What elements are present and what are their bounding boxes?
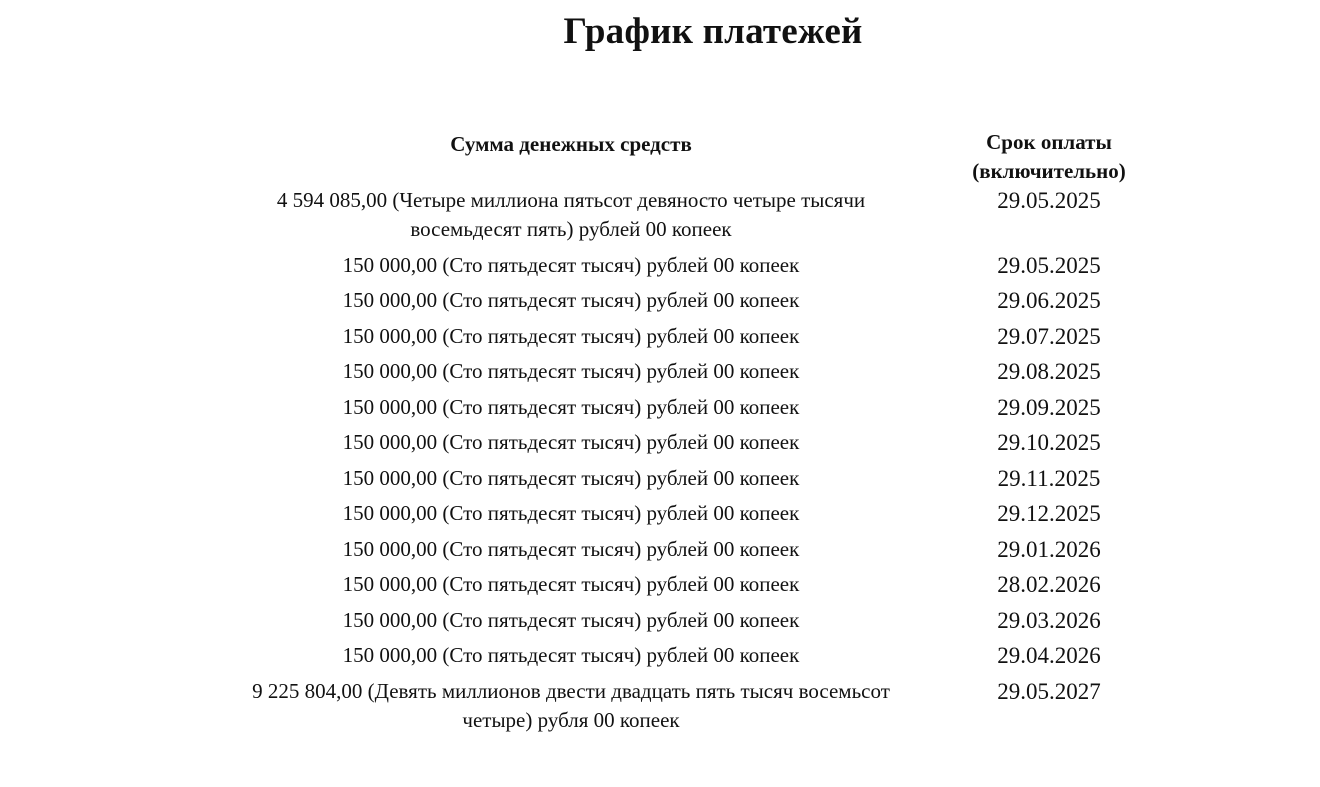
payment-amount: [180, 464, 962, 493]
payment-amount-line1: 150 000,00 (Сто пятьдесят тысяч) рублей 00 копеек: [342, 501, 800, 525]
header-due-date-line1: Срок оплаты: [986, 130, 1112, 154]
table-row: [180, 535, 1180, 564]
payment-amount-line1: 4 594 085,00 (Четыре миллиона пятьсот девяносто четыре тысячи: [276, 188, 866, 212]
payment-amount: [180, 570, 962, 599]
payment-amount: [180, 357, 962, 386]
payment-schedule-table: [180, 128, 1180, 741]
payment-amount-line1: 150 000,00 (Сто пятьдесят тысяч) рублей 00 копеек: [342, 536, 800, 561]
payment-due-date: 28.02.2026: [997, 572, 1101, 597]
payment-amount-line1: 150 000,00 (Сто пятьдесят тысяч) рублей 00 копеек: [342, 643, 800, 667]
payment-amount: [180, 186, 962, 244]
table-row: [180, 464, 1180, 493]
payment-amount: [180, 677, 962, 735]
payment-amount-line1: 150 000,00 (Сто пятьдесят тысяч) рублей 00 копеек: [342, 607, 800, 632]
table-row: [180, 428, 1180, 457]
table-header-row: [180, 128, 1180, 186]
payment-due-date: 29.03.2026: [997, 607, 1101, 633]
table-row: [180, 251, 1180, 280]
payment-due-date: 29.05.2027: [997, 678, 1101, 704]
payment-due-date: 29.09.2025: [997, 394, 1101, 420]
payment-amount: [180, 286, 962, 315]
payment-amount-line1: 150 000,00 (Сто пятьдесят тысяч) рублей 00 копеек: [342, 288, 800, 312]
table-row: [180, 357, 1180, 386]
payment-amount-line1: 150 000,00 (Сто пятьдесят тысяч) рублей 00 копеек: [342, 359, 800, 383]
table-row: [180, 186, 1180, 244]
payment-due-date: 29.10.2025: [997, 430, 1101, 455]
payment-due-date: 29.12.2025: [997, 501, 1101, 526]
payment-amount-line2: четыре) рубля 00 копеек: [462, 707, 680, 732]
payment-amount-line1: 9 225 804,00 (Девять миллионов двести двадцать пять тысяч восемьсот: [252, 678, 890, 703]
payment-amount-line1: 150 000,00 (Сто пятьдесят тысяч) рублей 00 копеек: [342, 465, 800, 490]
payment-amount: [180, 641, 962, 670]
table-row: [180, 393, 1180, 422]
table-body: [180, 186, 1180, 735]
payment-due-date: 29.05.2025: [997, 252, 1101, 278]
header-due-date-line2: (включительно): [972, 159, 1126, 183]
payment-due-date: 29.01.2026: [997, 536, 1101, 562]
payment-amount: [180, 322, 962, 351]
payment-amount: [180, 251, 962, 280]
payment-amount-line2: восемьдесят пять) рублей 00 копеек: [410, 217, 732, 241]
payment-amount: [180, 393, 962, 422]
payment-amount: [180, 535, 962, 564]
table-row: [180, 570, 1180, 599]
table-row: [180, 677, 1180, 735]
payment-amount: [180, 606, 962, 635]
payment-due-date: 29.11.2025: [997, 465, 1101, 491]
header-amount: Сумма денежных средств: [450, 132, 692, 156]
payment-amount-line1: 150 000,00 (Сто пятьдесят тысяч) рублей 00 копеек: [342, 572, 800, 596]
table-row: [180, 641, 1180, 670]
payment-amount-line1: 150 000,00 (Сто пятьдесят тысяч) рублей 00 копеек: [342, 323, 800, 348]
payment-amount: [180, 499, 962, 528]
table-row: [180, 322, 1180, 351]
payment-due-date: 29.07.2025: [997, 323, 1101, 349]
payment-due-date: 29.05.2025: [997, 188, 1101, 213]
payment-due-date: 29.08.2025: [997, 359, 1101, 384]
payment-due-date: 29.04.2026: [997, 643, 1101, 668]
payment-amount-line1: 150 000,00 (Сто пятьдесят тысяч) рублей 00 копеек: [342, 394, 800, 419]
table-row: [180, 499, 1180, 528]
document-title: График платежей: [563, 11, 863, 52]
header-due-date: [962, 128, 1180, 186]
payment-amount: [180, 428, 962, 457]
payment-amount-line1: 150 000,00 (Сто пятьдесят тысяч) рублей 00 копеек: [342, 252, 800, 277]
table-row: [180, 286, 1180, 315]
payment-amount-line1: 150 000,00 (Сто пятьдесят тысяч) рублей 00 копеек: [342, 430, 800, 454]
payment-due-date: 29.06.2025: [997, 288, 1101, 313]
table-row: [180, 606, 1180, 635]
